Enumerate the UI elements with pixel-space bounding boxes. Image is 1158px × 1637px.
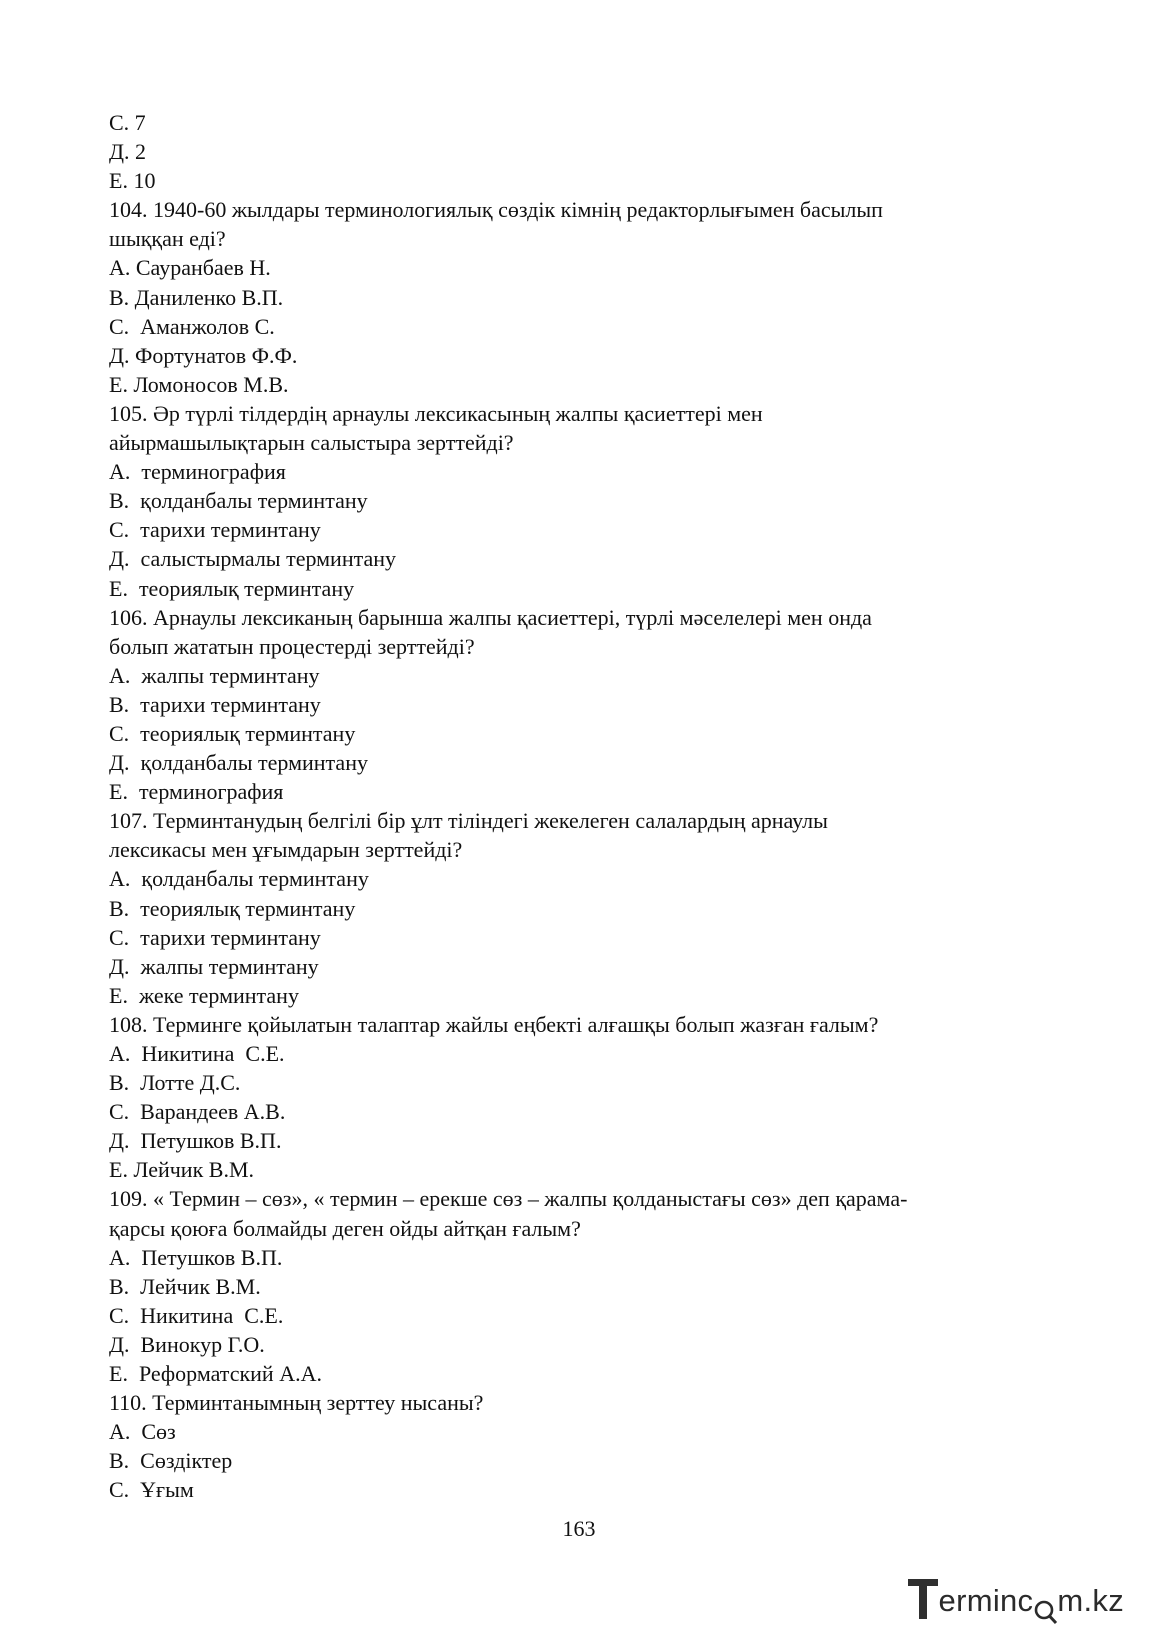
answer-option: Е. Ломоносов М.В. xyxy=(109,371,289,397)
answer-option: Д. Фортунатов Ф.Ф. xyxy=(109,342,298,368)
answer-option: В. Сөздіктер xyxy=(109,1448,233,1474)
answer-option: А. жалпы терминтану xyxy=(109,662,320,688)
text-line: қарсы қоюға болмайды деген ойды айтқан ғалым? xyxy=(109,1215,581,1241)
answer-option: А. терминография xyxy=(109,459,286,485)
answer-option: В. Лотте Д.С. xyxy=(109,1070,241,1096)
answer-option: Д. Винокур Г.О. xyxy=(109,1331,265,1357)
answer-option: С. тарихи терминтану xyxy=(109,517,321,543)
page-number: 163 xyxy=(562,1516,596,1541)
answer-option: Д. салыстырмалы терминтану xyxy=(109,546,397,572)
question-108: 108. Терминге қойылатын талаптар жайлы еңбекті алғашқы болып жазған ғалым? xyxy=(109,1011,879,1037)
text-line: лексикасы мен ұғымдарын зерттейді? xyxy=(109,837,463,863)
page-content xyxy=(109,108,1059,1505)
answer-option: А. Сөз xyxy=(109,1419,176,1445)
answer-option: А. Никитина С.Е. xyxy=(109,1041,285,1066)
question-109: 109. « Термин – сөз», « термин – ерекше сөз – жалпы қолданыстағы сөз» деп қарама- xyxy=(109,1186,908,1212)
answer-option: С. Никитина С.Е. xyxy=(109,1302,284,1328)
answer-option: С. Ұғым xyxy=(109,1477,194,1503)
text-line: айырмашылықтарын салыстыра зерттейді? xyxy=(109,430,514,456)
watermark-text-after: m.kz xyxy=(1057,1583,1124,1618)
question-104: 104. 1940-60 жылдары терминологиялық сөздік кімнің редакторлығымен басылып xyxy=(109,197,883,223)
answer-option: Е. Реформатский А.А. xyxy=(109,1361,322,1387)
watermark-text-before: erminc xyxy=(938,1583,1034,1618)
answer-option: В. Даниленко В.П. xyxy=(109,284,284,310)
magnifier-o-icon xyxy=(1034,1593,1056,1621)
answer-option: С. тарихи терминтану xyxy=(109,924,321,950)
answer-option: В. Лейчик В.М. xyxy=(109,1273,261,1299)
answer-option: Д. қолданбалы терминтану xyxy=(109,750,368,776)
answer-option: В. тарихи терминтану xyxy=(109,691,321,717)
answer-option: А. Петушков В.П. xyxy=(109,1244,283,1270)
answer-option: С. Аманжолов С. xyxy=(109,313,275,339)
question-106: 106. Арнаулы лексиканың барынша жалпы қасиеттері, түрлі мәселелері мен онда xyxy=(109,604,872,630)
answer-option: Д. жалпы терминтану xyxy=(109,953,319,979)
text-line: Е. 10 xyxy=(109,168,156,194)
termincom-watermark-logo xyxy=(908,1571,1124,1621)
answer-option: Е. теориялық терминтану xyxy=(109,575,355,601)
t-logo-icon xyxy=(908,1575,938,1621)
answer-option: Е. терминография xyxy=(109,779,284,805)
answer-option: Е. Лейчик В.М. xyxy=(109,1157,255,1183)
answer-option: В. теориялық терминтану xyxy=(109,895,356,921)
question-107: 107. Терминтанудың белгілі бір ұлт тіліндегі жекелеген салалардың арнаулы xyxy=(109,808,828,834)
answer-option: А. қолданбалы терминтану xyxy=(109,866,369,892)
answer-option: С. теориялық терминтану xyxy=(109,720,356,746)
answer-option: Е. жеке терминтану xyxy=(109,982,299,1008)
answer-option: Д. Петушков В.П. xyxy=(109,1128,282,1154)
text-line: болып жататын процестерді зерттейді? xyxy=(109,633,475,659)
question-110: 110. Терминтанымның зерттеу нысаны? xyxy=(109,1390,484,1416)
answer-option: В. қолданбалы терминтану xyxy=(109,488,368,514)
text-line: Д. 2 xyxy=(109,139,147,165)
text-line: С. 7 xyxy=(109,110,146,135)
answer-option: А. Сауранбаев Н. xyxy=(109,255,271,281)
answer-option: С. Варандеев А.В. xyxy=(109,1099,286,1125)
text-line: шыққан еді? xyxy=(109,226,226,252)
question-105: 105. Әр түрлі тілдердің арнаулы лексикасының жалпы қасиеттері мен xyxy=(109,400,763,426)
